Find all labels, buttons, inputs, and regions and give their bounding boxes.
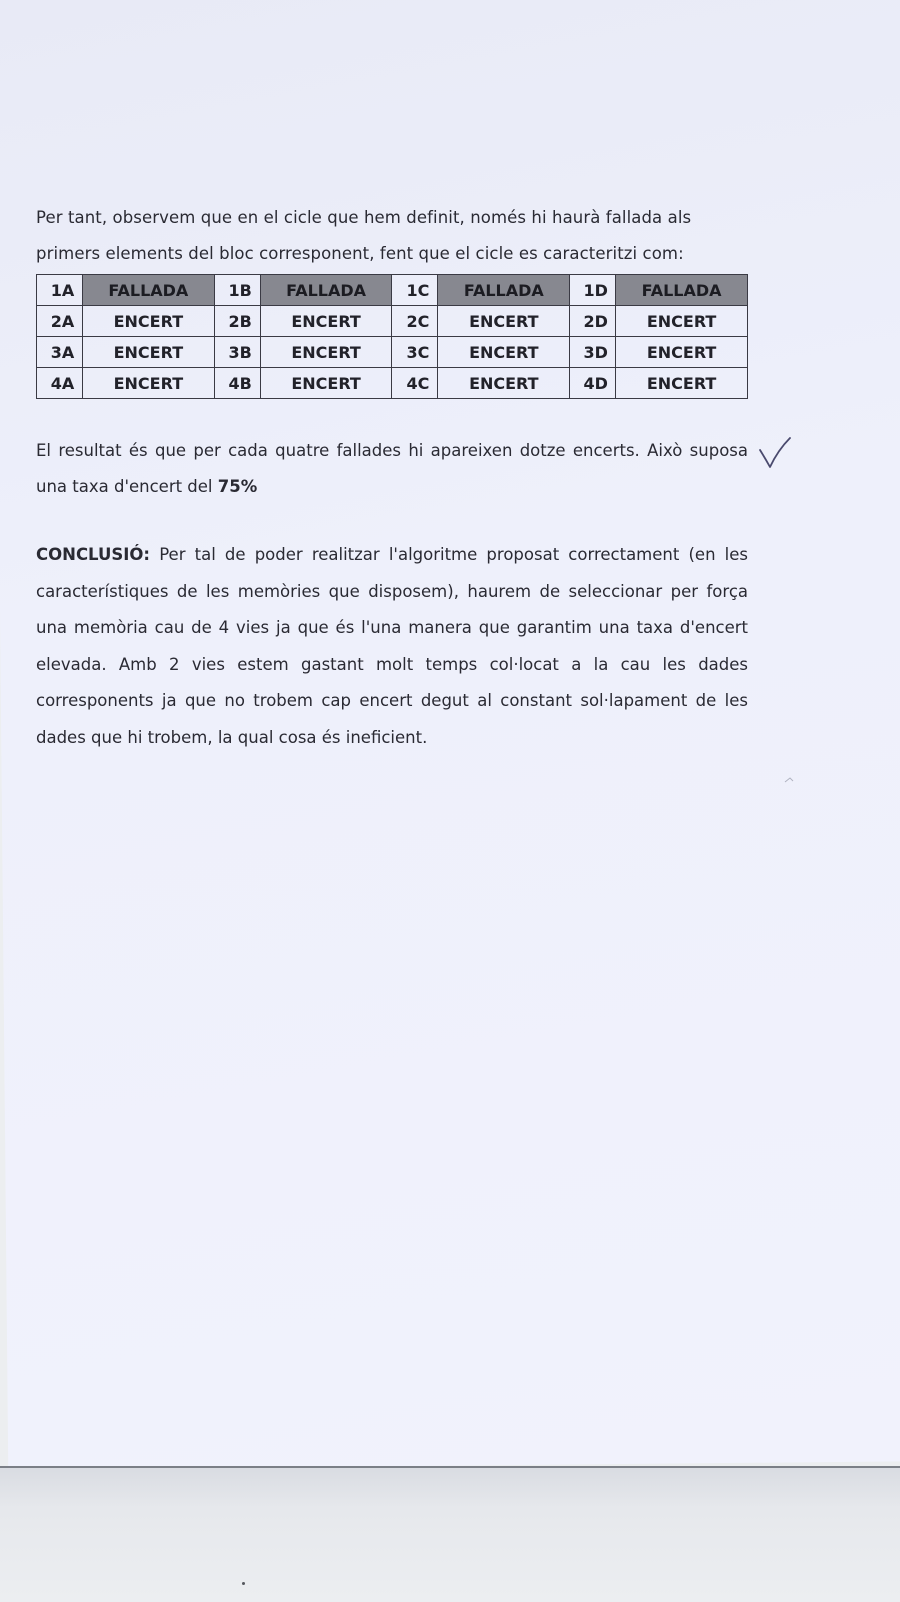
intro-paragraph: Per tant, observem que en el cicle que hem definit, només hi haurà fallada als primers elements del bloc corresponent, fent que el cicle es caracteritzi com: bbox=[36, 208, 692, 263]
block-label-cell: 2D bbox=[570, 306, 616, 337]
result-text: El resultat és que per cada quatre fallades hi apareixen dotze encerts. Això suposa una taxa d'encert del bbox=[36, 441, 748, 496]
access-result-cell: ENCERT bbox=[438, 306, 570, 337]
conclusion-paragraph bbox=[36, 537, 748, 756]
cache-cycle-table bbox=[36, 274, 748, 399]
block-label-cell: 3B bbox=[214, 337, 260, 368]
table-row bbox=[37, 306, 748, 337]
block-label-cell: 1A bbox=[37, 275, 83, 306]
access-result-cell: ENCERT bbox=[82, 337, 214, 368]
conclusion-label: CONCLUSIÓ: bbox=[36, 545, 151, 564]
access-result-cell: ENCERT bbox=[260, 306, 392, 337]
table-row bbox=[37, 275, 748, 306]
block-label-cell: 2B bbox=[214, 306, 260, 337]
access-result-cell: FALLADA bbox=[82, 275, 214, 306]
access-result-cell: ENCERT bbox=[260, 337, 392, 368]
block-label-cell: 3D bbox=[570, 337, 616, 368]
dust-speck bbox=[242, 1582, 245, 1585]
block-label-cell: 1C bbox=[392, 275, 438, 306]
block-label-cell: 2A bbox=[37, 306, 83, 337]
access-result-cell: FALLADA bbox=[616, 275, 748, 306]
table-row bbox=[37, 337, 748, 368]
block-label-cell: 2C bbox=[392, 306, 438, 337]
block-label-cell: 4C bbox=[392, 368, 438, 399]
block-label-cell: 1D bbox=[570, 275, 616, 306]
access-result-cell: ENCERT bbox=[260, 368, 392, 399]
access-result-cell: ENCERT bbox=[82, 368, 214, 399]
desk-surface bbox=[0, 1466, 900, 1602]
conclusion-text: Per tal de poder realitzar l'algoritme proposat correctament (en les característiques de les memòries que disposem), haurem de seleccionar per força una memòria cau de 4 vies ja que és l'una manera que garantim una taxa d'encert elevada. Amb 2 vies estem gastant molt temps col·locat a la cau les dades corresponents ja que no trobem cap encert degut al constant sol·lapament de les dades que hi trobem, la qual cosa és ineficient. bbox=[36, 545, 749, 747]
access-result-cell: ENCERT bbox=[616, 306, 748, 337]
access-result-cell: FALLADA bbox=[438, 275, 570, 306]
block-label-cell: 1B bbox=[214, 275, 260, 306]
access-result-cell: ENCERT bbox=[616, 368, 748, 399]
access-result-cell: ENCERT bbox=[616, 337, 748, 368]
access-result-cell: ENCERT bbox=[438, 337, 570, 368]
block-label-cell: 3A bbox=[37, 337, 83, 368]
block-label-cell: 4B bbox=[214, 368, 260, 399]
access-result-cell: ENCERT bbox=[438, 368, 570, 399]
hit-rate-value: 75% bbox=[217, 477, 258, 496]
pencil-mark-icon bbox=[784, 776, 794, 784]
access-result-cell: FALLADA bbox=[260, 275, 392, 306]
block-label-cell: 4D bbox=[570, 368, 616, 399]
table-row bbox=[37, 368, 748, 399]
access-result-cell: ENCERT bbox=[82, 306, 214, 337]
checkmark-icon bbox=[758, 436, 792, 470]
result-paragraph bbox=[36, 433, 748, 505]
block-label-cell: 4A bbox=[37, 368, 83, 399]
document-body bbox=[36, 200, 748, 756]
block-label-cell: 3C bbox=[392, 337, 438, 368]
